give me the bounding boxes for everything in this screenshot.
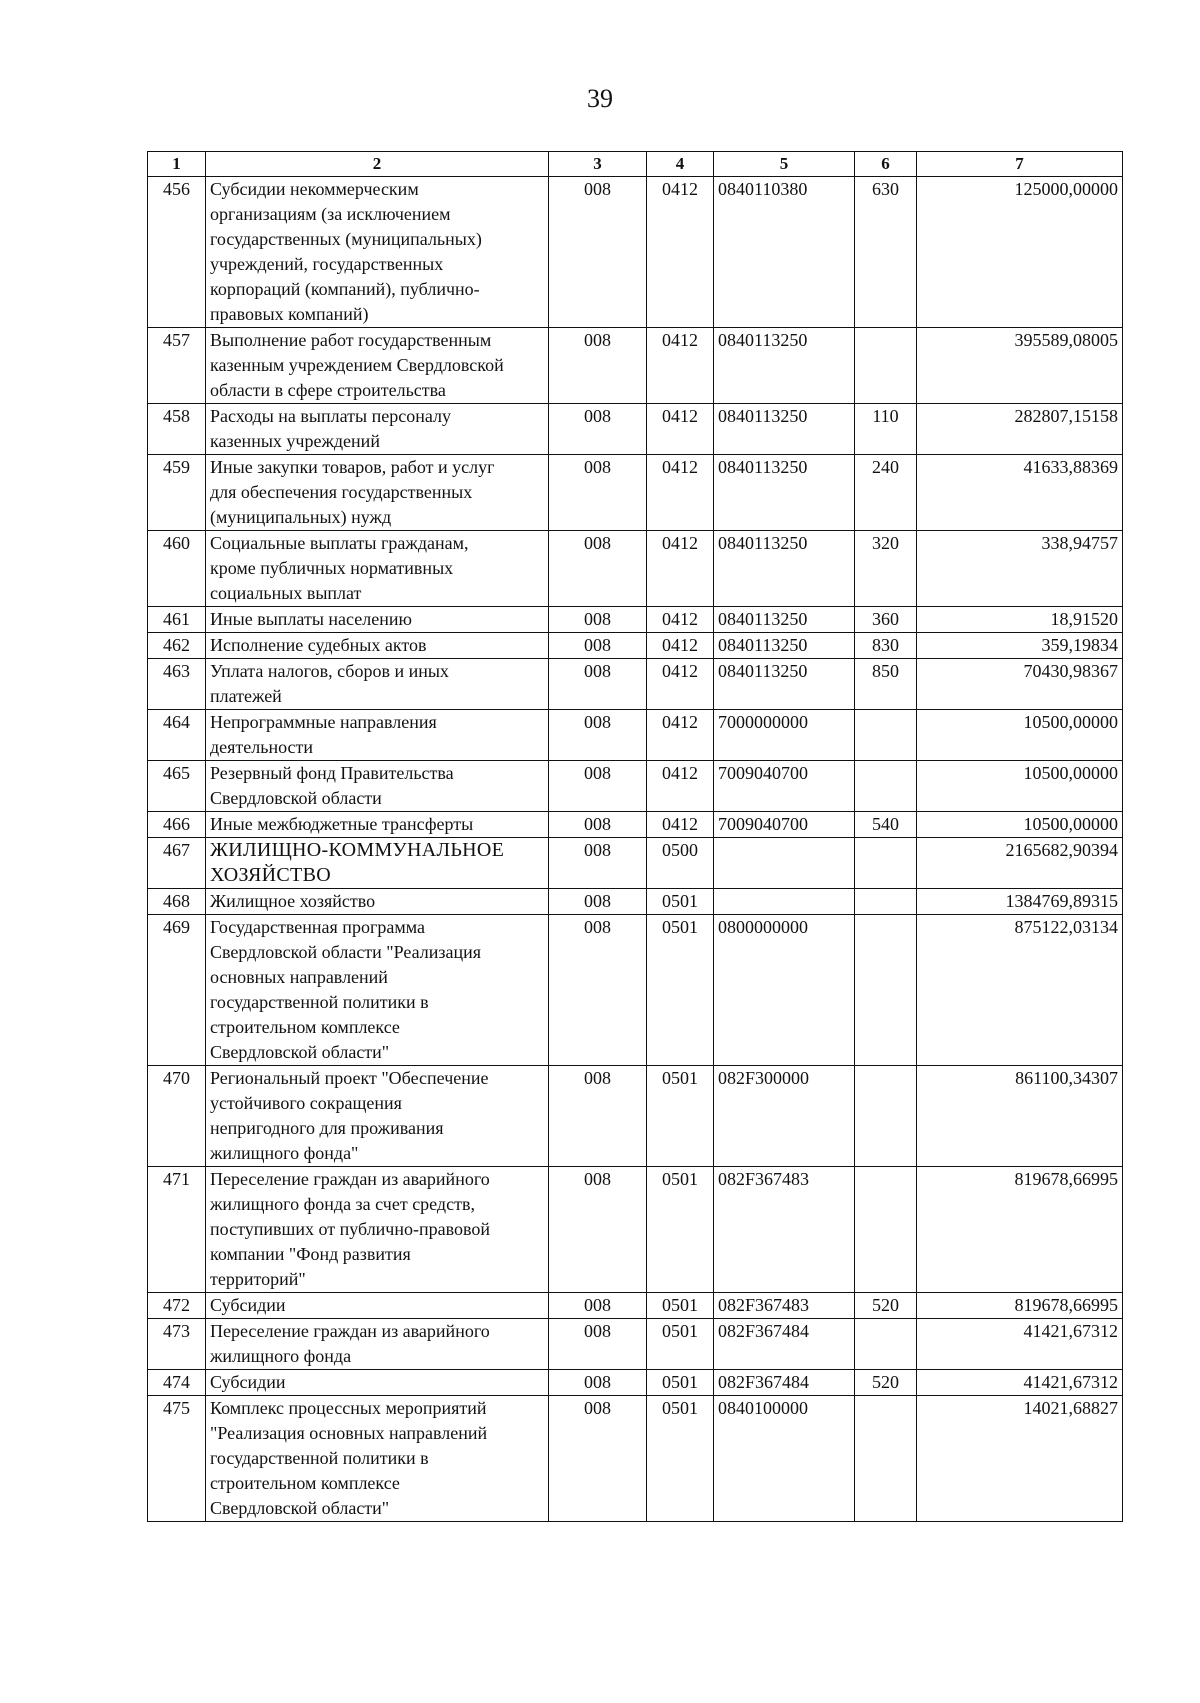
item-name: Жилищное хозяйство: [206, 889, 549, 915]
target-article-code: 0840113250: [714, 659, 855, 710]
target-article-code: 0800000000: [714, 915, 855, 1066]
item-name: Социальные выплаты гражданам, кроме публичных нормативных социальных выплат: [206, 531, 549, 607]
target-article-code: 7009040700: [714, 812, 855, 838]
expense-type-code: [855, 838, 917, 889]
row-number: 470: [148, 1066, 206, 1167]
section-code: 0501: [647, 915, 714, 1066]
section-code: 0412: [647, 404, 714, 455]
row-number: 465: [148, 761, 206, 812]
table-row: [148, 328, 1123, 404]
ministry-code: 008: [549, 607, 647, 633]
item-name: Иные выплаты населению: [206, 607, 549, 633]
target-article-code: [714, 889, 855, 915]
amount: 2165682,90394: [917, 838, 1123, 889]
table-row: [148, 710, 1123, 761]
section-code: 0501: [647, 1293, 714, 1319]
amount: 395589,08005: [917, 328, 1123, 404]
section-code: 0501: [647, 1167, 714, 1293]
row-number: 458: [148, 404, 206, 455]
row-number: 472: [148, 1293, 206, 1319]
ministry-code: 008: [549, 889, 647, 915]
target-article-code: 0840100000: [714, 1396, 855, 1522]
row-number: 463: [148, 659, 206, 710]
amount: 282807,15158: [917, 404, 1123, 455]
expense-type-code: [855, 1066, 917, 1167]
expense-type-code: [855, 1396, 917, 1522]
target-article-code: 0840113250: [714, 404, 855, 455]
target-article-code: [714, 838, 855, 889]
row-number: 457: [148, 328, 206, 404]
item-name: Иные закупки товаров, работ и услуг для обеспечения государственных (муниципальных) нужд: [206, 455, 549, 531]
target-article-code: 0840110380: [714, 177, 855, 328]
table-row: [148, 1066, 1123, 1167]
ministry-code: 008: [549, 1319, 647, 1370]
table-row: [148, 1319, 1123, 1370]
expense-type-code: 520: [855, 1293, 917, 1319]
target-article-code: 082F367484: [714, 1370, 855, 1396]
header-row: [148, 152, 1123, 177]
ministry-code: 008: [549, 915, 647, 1066]
section-code: 0412: [647, 177, 714, 328]
item-name: Расходы на выплаты персоналу казенных учреждений: [206, 404, 549, 455]
item-name: Резервный фонд Правительства Свердловской области: [206, 761, 549, 812]
amount: 359,19834: [917, 633, 1123, 659]
ministry-code: 008: [549, 328, 647, 404]
row-number: 475: [148, 1396, 206, 1522]
item-name: Выполнение работ государственным казенным учреждением Свердловской области в сфере строительства: [206, 328, 549, 404]
expense-type-code: [855, 710, 917, 761]
section-code: 0412: [647, 607, 714, 633]
expense-type-code: [855, 889, 917, 915]
table-row: [148, 889, 1123, 915]
item-name: Уплата налогов, сборов и иных платежей: [206, 659, 549, 710]
section-code: 0501: [647, 1066, 714, 1167]
section-code: 0412: [647, 710, 714, 761]
amount: 125000,00000: [917, 177, 1123, 328]
ministry-code: 008: [549, 838, 647, 889]
row-number: 459: [148, 455, 206, 531]
ministry-code: 008: [549, 659, 647, 710]
amount: 1384769,89315: [917, 889, 1123, 915]
table-row: [148, 1167, 1123, 1293]
ministry-code: 008: [549, 1396, 647, 1522]
table-row: [148, 607, 1123, 633]
section-code: 0412: [647, 761, 714, 812]
row-number: 468: [148, 889, 206, 915]
amount: 338,94757: [917, 531, 1123, 607]
table-row: [148, 633, 1123, 659]
row-number: 469: [148, 915, 206, 1066]
ministry-code: 008: [549, 531, 647, 607]
column-header: 3: [549, 152, 647, 177]
table-row: [148, 404, 1123, 455]
amount: 41421,67312: [917, 1370, 1123, 1396]
ministry-code: 008: [549, 710, 647, 761]
column-header: 6: [855, 152, 917, 177]
ministry-code: 008: [549, 177, 647, 328]
column-header: 7: [917, 152, 1123, 177]
target-article-code: 082F367483: [714, 1293, 855, 1319]
row-number: 460: [148, 531, 206, 607]
expense-type-code: 360: [855, 607, 917, 633]
row-number: 462: [148, 633, 206, 659]
item-name: Исполнение судебных актов: [206, 633, 549, 659]
section-code: 0412: [647, 328, 714, 404]
expense-type-code: 240: [855, 455, 917, 531]
item-name: Субсидии: [206, 1370, 549, 1396]
ministry-code: 008: [549, 1293, 647, 1319]
target-article-code: 0840113250: [714, 455, 855, 531]
row-number: 471: [148, 1167, 206, 1293]
section-code: 0501: [647, 889, 714, 915]
item-name: Непрограммные направления деятельности: [206, 710, 549, 761]
expense-type-code: 630: [855, 177, 917, 328]
target-article-code: 0840113250: [714, 531, 855, 607]
ministry-code: 008: [549, 1066, 647, 1167]
amount: 10500,00000: [917, 761, 1123, 812]
expense-type-code: [855, 1319, 917, 1370]
table-row: [148, 455, 1123, 531]
row-number: 466: [148, 812, 206, 838]
target-article-code: 082F367483: [714, 1167, 855, 1293]
expense-type-code: 830: [855, 633, 917, 659]
table-row: [148, 531, 1123, 607]
item-name: Субсидии: [206, 1293, 549, 1319]
table-row: [148, 838, 1123, 889]
table-row: [148, 1396, 1123, 1522]
expense-type-code: [855, 915, 917, 1066]
table-row: [148, 915, 1123, 1066]
target-article-code: 7009040700: [714, 761, 855, 812]
item-name: Иные межбюджетные трансферты: [206, 812, 549, 838]
section-code: 0412: [647, 812, 714, 838]
item-name: Государственная программа Свердловской области "Реализация основных направлений государственной политики в строительном комплексе Свердловской области": [206, 915, 549, 1066]
target-article-code: 7000000000: [714, 710, 855, 761]
table-row: [148, 1370, 1123, 1396]
table-body: [148, 177, 1123, 1522]
target-article-code: 0840113250: [714, 328, 855, 404]
budget-table: [147, 151, 1123, 1522]
section-code: 0501: [647, 1319, 714, 1370]
section-code: 0412: [647, 455, 714, 531]
amount: 10500,00000: [917, 710, 1123, 761]
column-header: 1: [148, 152, 206, 177]
expense-type-code: 850: [855, 659, 917, 710]
column-header: 2: [206, 152, 549, 177]
row-number: 456: [148, 177, 206, 328]
expense-type-code: 320: [855, 531, 917, 607]
table-row: [148, 659, 1123, 710]
ministry-code: 008: [549, 1370, 647, 1396]
ministry-code: 008: [549, 812, 647, 838]
amount: 70430,98367: [917, 659, 1123, 710]
amount: 10500,00000: [917, 812, 1123, 838]
ministry-code: 008: [549, 1167, 647, 1293]
section-code: 0500: [647, 838, 714, 889]
amount: 819678,66995: [917, 1167, 1123, 1293]
column-header: 4: [647, 152, 714, 177]
expense-type-code: [855, 1167, 917, 1293]
column-header: 5: [714, 152, 855, 177]
amount: 41633,88369: [917, 455, 1123, 531]
ministry-code: 008: [549, 455, 647, 531]
expense-type-code: 110: [855, 404, 917, 455]
section-code: 0501: [647, 1396, 714, 1522]
row-number: 464: [148, 710, 206, 761]
section-code: 0412: [647, 633, 714, 659]
expense-type-code: [855, 761, 917, 812]
target-article-code: 082F300000: [714, 1066, 855, 1167]
item-name: Региональный проект "Обеспечение устойчивого сокращения непригодного для проживания жилищного фонда": [206, 1066, 549, 1167]
expense-type-code: [855, 328, 917, 404]
target-article-code: 082F367484: [714, 1319, 855, 1370]
item-name: Переселение граждан из аварийного жилищного фонда: [206, 1319, 549, 1370]
amount: 861100,34307: [917, 1066, 1123, 1167]
target-article-code: 0840113250: [714, 633, 855, 659]
section-code: 0501: [647, 1370, 714, 1396]
amount: 18,91520: [917, 607, 1123, 633]
row-number: 474: [148, 1370, 206, 1396]
table-row: [148, 761, 1123, 812]
amount: 41421,67312: [917, 1319, 1123, 1370]
amount: 819678,66995: [917, 1293, 1123, 1319]
row-number: 473: [148, 1319, 206, 1370]
row-number: 467: [148, 838, 206, 889]
section-code: 0412: [647, 659, 714, 710]
row-number: 461: [148, 607, 206, 633]
item-name: Переселение граждан из аварийного жилищного фонда за счет средств, поступивших от публично-правовой компании "Фонд развития территорий": [206, 1167, 549, 1293]
expense-type-code: 520: [855, 1370, 917, 1396]
ministry-code: 008: [549, 633, 647, 659]
target-article-code: 0840113250: [714, 607, 855, 633]
item-name: Субсидии некоммерческим организациям (за исключением государственных (муниципальных) учреждений, государственных корпораций (компаний), публично- правовых компаний): [206, 177, 549, 328]
table-row: [148, 812, 1123, 838]
section-code: 0412: [647, 531, 714, 607]
amount: 14021,68827: [917, 1396, 1123, 1522]
page-number: 39: [587, 84, 613, 113]
table-row: [148, 177, 1123, 328]
ministry-code: 008: [549, 761, 647, 812]
expense-type-code: 540: [855, 812, 917, 838]
ministry-code: 008: [549, 404, 647, 455]
item-name: ЖИЛИЩНО-КОММУНАЛЬНОЕ ХОЗЯЙСТВО: [206, 838, 549, 889]
item-name: Комплекс процессных мероприятий "Реализация основных направлений государственной политики в строительном комплексе Свердловской области": [206, 1396, 549, 1522]
amount: 875122,03134: [917, 915, 1123, 1066]
table-row: [148, 1293, 1123, 1319]
